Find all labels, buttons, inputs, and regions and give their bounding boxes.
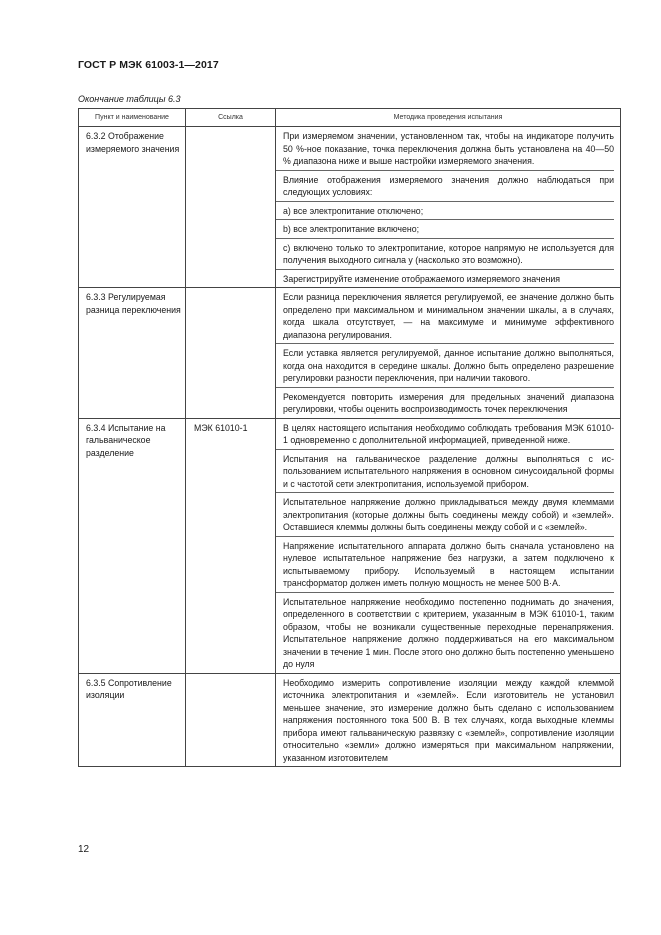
page-number: 12	[78, 844, 90, 855]
cell-item: 6.3.3 Регулируемая разница переключения	[79, 288, 186, 419]
method-paragraph: b) все электропитание включено;	[276, 219, 614, 238]
method-paragraph: Испытательное напряжение необходимо постепенно поднимать до значения, определенного в соответствии с критерием, указанным в МЭК 61010-1, таким образом, чтобы не возникали существенные переходные перенапряжения. Испытательное напряжение должно поддерживаться на его максимальном значении в течение 1 мин. После этого оно должно быть постепенно уменьшено до нуля	[276, 592, 614, 673]
method-paragraph: Напряжение испытательного аппарата должно быть сначала установлено на нулевое испытательное напряжение без нагрузки, а затем подключено к испытываемому прибору. Используемый в настоящем испытании трансформатор должен иметь полную мощность не менее 500 В·А.	[276, 536, 614, 592]
cell-method	[276, 673, 621, 767]
method-paragraph: Испытательное напряжение должно прикладываться между двумя клеммами электропитания (которые должны быть соединены между собой) и «землей». Оставшиеся клеммы должны быть соединены между собой и с «землей».	[276, 492, 614, 536]
table-header-row	[79, 109, 621, 127]
method-paragraph: c) включено только то электропитание, которое напрямую не используется для получения выходного сигнала y (насколько это возможно).	[276, 238, 614, 269]
cell-reference: МЭК 61010-1	[186, 418, 276, 673]
cell-item: 6.3.2 Отображение измеряемого значения	[79, 127, 186, 288]
cell-item: 6.3.5 Сопротивление изоляции	[79, 673, 186, 767]
cell-method	[276, 418, 621, 673]
method-paragraph: Если разница переключения является регулируемой, ее значение должно быть определено при максимальном и минимальном значении шкалы, а в случаях, когда шкала отсутствует, — на максимуме и минимуме эффективного диапазона регулирования.	[283, 292, 614, 340]
method-paragraph: Влияние отображения измеряемого значения должно наблюдаться при следующих условиях:	[276, 170, 614, 201]
method-paragraph: При измеряемом значении, установленном так, чтобы на индикаторе получить 50 %-ное показание, точка переключения должна быть установлена на 40—50 % диапазона ниже и выше настройки измеряемого значения.	[283, 131, 614, 166]
method-paragraph: Необходимо измерить сопротивление изоляции между каждой клеммой источника электропитания и «землей». Если изготовитель не установил меньшее значение, это измерение должно быть сделано с использованием напряжения постоянного тока 500 В. В тех случаях, когда выходные клеммы прибора имеют гальваническую развязку с «землей», сопротивление изоляции относительно «земли» должно измеряться при максимальном напряжении, указанном изготовителем	[283, 677, 614, 763]
cell-method	[276, 288, 621, 419]
method-paragraph: Если уставка является регулируемой, данное испытание должно выполняться, когда она находится в середине шкалы. Должно быть определено разрешение регулировки разности переключения, при наличии такового.	[276, 343, 614, 387]
method-paragraph: а) все электропитание отключено;	[276, 201, 614, 220]
table-row	[79, 673, 621, 767]
table-caption: Окончание таблицы 6.3	[78, 94, 181, 104]
column-header-method: Методика проведения испытания	[276, 109, 621, 127]
document-title: ГОСТ Р МЭК 61003-1—2017	[78, 59, 219, 71]
table-row	[79, 418, 621, 673]
method-paragraph: Рекомендуется повторить измерения для предельных значений диапазона регулировки, чтобы оценить воспроизводимость точек переключения	[276, 387, 614, 418]
method-paragraph: В целях настоящего испытания необходимо соблюдать требования МЭК 61010-1 одновременно с дополнительной информацией, приведенной ниже.	[283, 422, 614, 445]
cell-reference	[186, 673, 276, 767]
method-paragraph: Зарегистрируйте изменение отображаемого измеряемого значения	[276, 269, 614, 288]
cell-method	[276, 127, 621, 288]
cell-item: 6.3.4 Испытание на гальваническое разделение	[79, 418, 186, 673]
table-row	[79, 127, 621, 288]
test-methods-table	[78, 108, 621, 767]
column-header-item: Пункт и наименование	[79, 109, 186, 127]
method-paragraph: Испытания на гальваническое разделение должны выполняться с использованием испытательного напряжения в основном синусоидальной формы и с частотой сети электропитания, используемой прибором.	[276, 449, 614, 493]
cell-reference	[186, 288, 276, 419]
column-header-reference: Ссылка	[186, 109, 276, 127]
cell-reference	[186, 127, 276, 288]
table-row	[79, 288, 621, 419]
